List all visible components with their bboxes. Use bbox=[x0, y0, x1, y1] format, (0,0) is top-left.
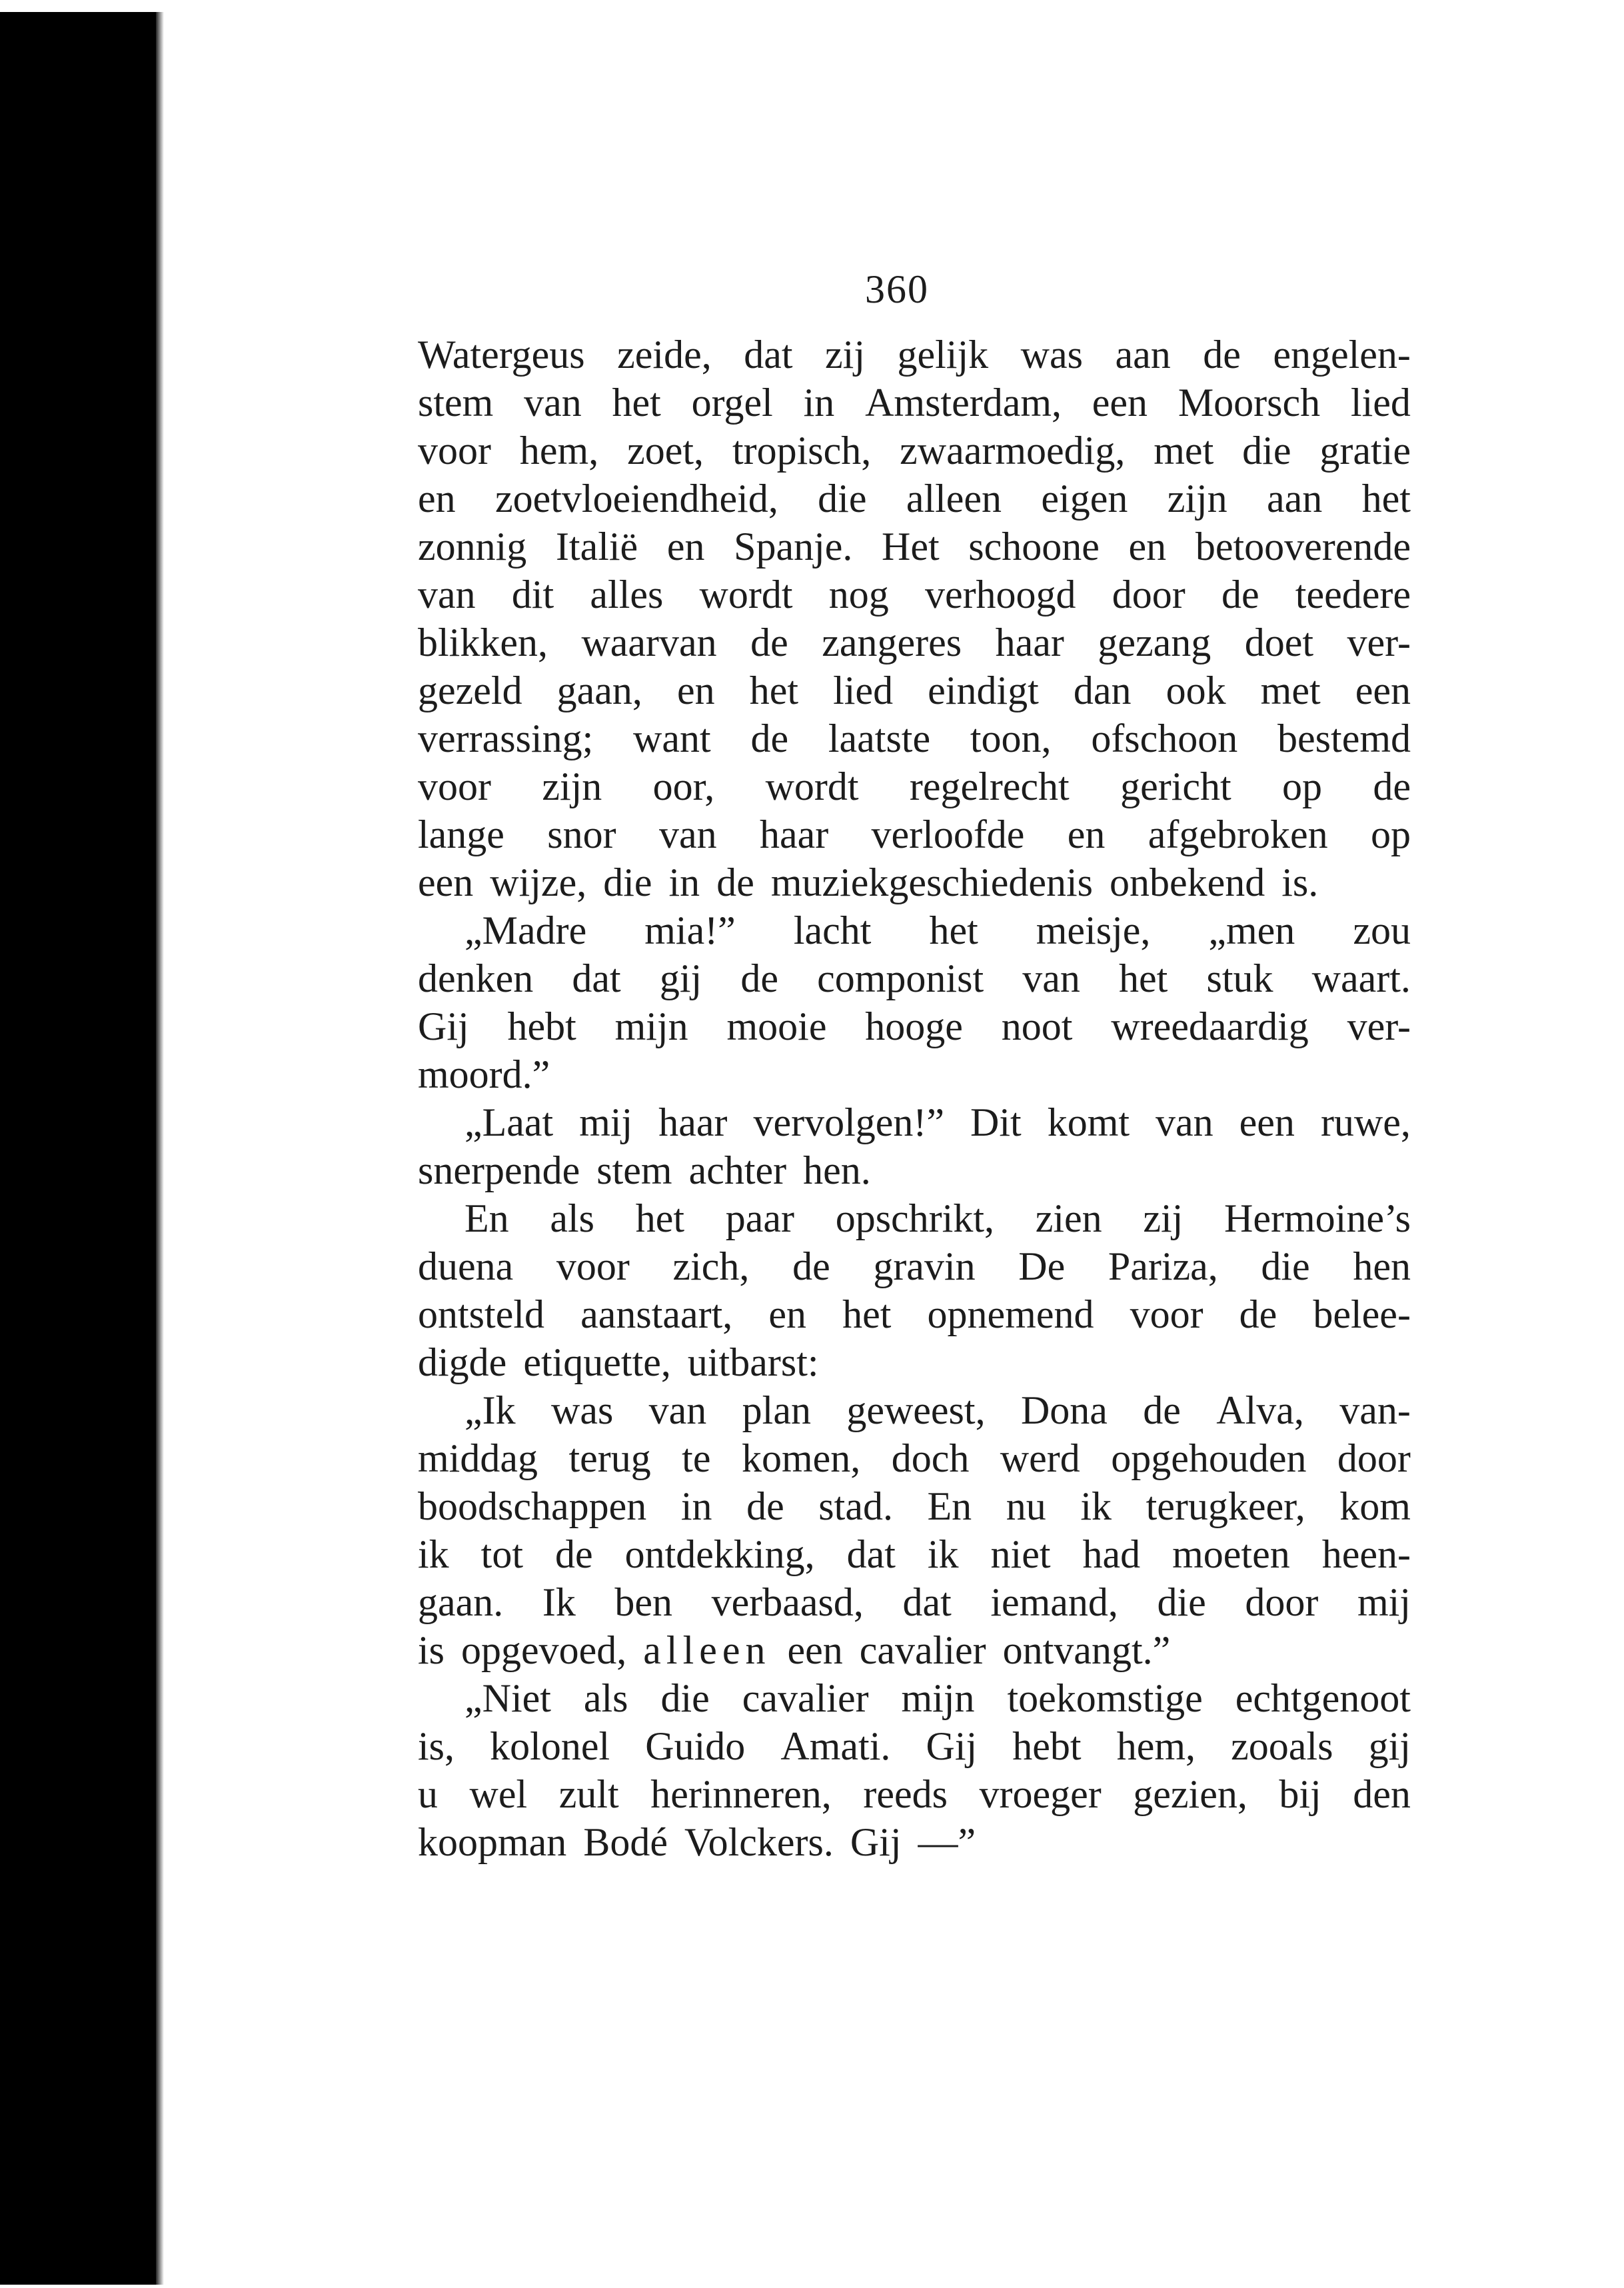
word: ver- bbox=[1347, 620, 1411, 664]
word: als bbox=[583, 1676, 628, 1720]
word: haar bbox=[658, 1100, 728, 1144]
word: doet bbox=[1244, 620, 1314, 664]
word: vroeger bbox=[979, 1772, 1102, 1816]
word: duena bbox=[418, 1244, 514, 1288]
word: hen. bbox=[803, 1148, 871, 1192]
word: met bbox=[1260, 668, 1321, 712]
word: gij bbox=[1368, 1724, 1411, 1768]
text-line bbox=[418, 571, 1411, 618]
word: de bbox=[746, 1484, 784, 1528]
word: moeten bbox=[1172, 1532, 1290, 1576]
word: meisje, bbox=[1036, 908, 1151, 952]
word: nog bbox=[828, 572, 889, 616]
word: tot bbox=[480, 1532, 523, 1576]
word: gelijk bbox=[897, 333, 989, 377]
word: zij bbox=[1143, 1196, 1184, 1240]
word: verhoogd bbox=[924, 572, 1076, 616]
word: haar bbox=[995, 620, 1064, 664]
word: hem, bbox=[519, 429, 599, 473]
word: van bbox=[658, 812, 717, 856]
word: van bbox=[648, 1388, 707, 1432]
word: ik bbox=[927, 1532, 959, 1576]
word: „Laat bbox=[464, 1100, 554, 1144]
word: toekomstige bbox=[1007, 1676, 1203, 1720]
word: komt bbox=[1047, 1100, 1130, 1144]
word: Het bbox=[882, 525, 940, 569]
word: de bbox=[716, 860, 754, 904]
word: opgevoed, bbox=[461, 1628, 627, 1672]
word: hooge bbox=[865, 1004, 963, 1048]
word: voor bbox=[418, 764, 491, 808]
word: een bbox=[418, 860, 474, 904]
word: regelrecht bbox=[909, 764, 1070, 808]
word: geweest, bbox=[846, 1388, 986, 1432]
word: orgel bbox=[691, 381, 773, 425]
word: in bbox=[680, 1484, 712, 1528]
text-line bbox=[418, 954, 1411, 1002]
word: van bbox=[524, 381, 582, 425]
word: het bbox=[612, 381, 661, 425]
word: ofschoon bbox=[1091, 716, 1238, 760]
scan-black-bar bbox=[0, 12, 156, 2285]
word: want bbox=[633, 716, 711, 760]
word: wordt bbox=[699, 572, 793, 616]
word: cavalier bbox=[859, 1628, 986, 1672]
word: terugkeer, bbox=[1146, 1484, 1305, 1528]
word: de bbox=[740, 956, 778, 1000]
word: het bbox=[635, 1196, 685, 1240]
word: etiquette, bbox=[523, 1340, 671, 1384]
word: Dit bbox=[970, 1100, 1022, 1144]
word: opnemend bbox=[927, 1292, 1094, 1336]
word: ver- bbox=[1347, 1004, 1411, 1048]
word: het bbox=[842, 1292, 892, 1336]
word: bij bbox=[1279, 1772, 1321, 1816]
word: zich, bbox=[672, 1244, 750, 1288]
word: van bbox=[1022, 956, 1080, 1000]
word: u bbox=[418, 1772, 438, 1816]
word: de bbox=[554, 1532, 593, 1576]
word: zooals bbox=[1231, 1724, 1333, 1768]
word: lied bbox=[833, 668, 894, 712]
word: en bbox=[418, 477, 456, 521]
word: Hermoine’s bbox=[1224, 1196, 1411, 1240]
word: waarvan bbox=[581, 620, 717, 664]
word: echtgenoot bbox=[1235, 1676, 1411, 1720]
word: voor bbox=[1130, 1292, 1204, 1336]
word: is, bbox=[418, 1724, 455, 1768]
word: niet bbox=[990, 1532, 1051, 1576]
word: door bbox=[1337, 1436, 1411, 1480]
word: ook bbox=[1166, 668, 1226, 712]
word: De bbox=[1018, 1244, 1066, 1288]
word: mij bbox=[1357, 1580, 1411, 1624]
word: dat bbox=[846, 1532, 896, 1576]
word: was bbox=[550, 1388, 614, 1432]
word: zwaarmoedig, bbox=[900, 429, 1126, 473]
text-line bbox=[418, 810, 1411, 858]
word: door bbox=[1112, 572, 1186, 616]
text-line bbox=[418, 858, 1411, 906]
word: mijn bbox=[614, 1004, 688, 1048]
word: zien bbox=[1035, 1196, 1102, 1240]
word: de bbox=[792, 1244, 830, 1288]
word: kom bbox=[1339, 1484, 1411, 1528]
word: nu bbox=[1006, 1484, 1046, 1528]
text-line bbox=[418, 1146, 1411, 1194]
word: verrassing; bbox=[418, 716, 594, 760]
word: reeds bbox=[863, 1772, 948, 1816]
word: en bbox=[768, 1292, 807, 1336]
word: Moorsch bbox=[1178, 381, 1321, 425]
word: digde bbox=[418, 1340, 507, 1384]
word: ontdekking, bbox=[624, 1532, 815, 1576]
word: alleen bbox=[643, 1628, 771, 1672]
word: komen, bbox=[741, 1436, 861, 1480]
word: in bbox=[668, 860, 700, 904]
word: gij bbox=[659, 956, 702, 1000]
word: Gij bbox=[850, 1820, 902, 1864]
word: zijn bbox=[542, 764, 602, 808]
word: de bbox=[1203, 333, 1241, 377]
word: gaan. bbox=[418, 1580, 504, 1624]
word: ik bbox=[1080, 1484, 1112, 1528]
word: en bbox=[676, 668, 715, 712]
text-line bbox=[418, 1242, 1411, 1290]
word: het bbox=[1119, 956, 1168, 1000]
word: is. bbox=[1281, 860, 1319, 904]
text-line bbox=[418, 1434, 1411, 1482]
word: snor bbox=[547, 812, 616, 856]
word: alles bbox=[590, 572, 664, 616]
word: afgebroken bbox=[1148, 812, 1328, 856]
text-line bbox=[418, 1290, 1411, 1338]
word: dat bbox=[572, 956, 621, 1000]
text-line bbox=[418, 1482, 1411, 1530]
word: laatste bbox=[828, 716, 931, 760]
word: ik bbox=[418, 1532, 449, 1576]
word: mijn bbox=[901, 1676, 975, 1720]
word: op bbox=[1282, 764, 1323, 808]
word: die bbox=[1242, 429, 1291, 473]
word: zou bbox=[1353, 908, 1411, 952]
word: mij bbox=[579, 1100, 633, 1144]
word: koopman bbox=[418, 1820, 567, 1864]
word: ontvangt.” bbox=[1002, 1628, 1171, 1672]
word: wel bbox=[469, 1772, 528, 1816]
word: Amati. bbox=[780, 1724, 891, 1768]
word: een bbox=[1239, 1100, 1295, 1144]
word: waart. bbox=[1311, 956, 1411, 1000]
word: tropisch, bbox=[732, 429, 872, 473]
word: achter bbox=[688, 1148, 787, 1192]
page-number: 360 bbox=[865, 267, 929, 311]
word: door bbox=[1245, 1580, 1319, 1624]
word: het bbox=[749, 668, 799, 712]
word: werd bbox=[1000, 1436, 1080, 1480]
word: alleen bbox=[906, 477, 1002, 521]
word: gezang bbox=[1098, 620, 1212, 664]
word: „Madre bbox=[464, 908, 587, 952]
word: Spanje. bbox=[734, 525, 853, 569]
word: opschrikt, bbox=[835, 1196, 994, 1240]
word: zangeres bbox=[822, 620, 962, 664]
word: Volckers. bbox=[684, 1820, 834, 1864]
word: betooverende bbox=[1195, 525, 1411, 569]
text-line bbox=[418, 1722, 1411, 1770]
word: Guido bbox=[645, 1724, 746, 1768]
scan-binding-edge bbox=[0, 0, 165, 2288]
word: zonnig bbox=[418, 525, 527, 569]
word: Ik bbox=[542, 1580, 576, 1624]
word: als bbox=[550, 1196, 595, 1240]
word: herinneren, bbox=[650, 1772, 832, 1816]
word: Bodé bbox=[583, 1820, 668, 1864]
word: heen- bbox=[1321, 1532, 1411, 1576]
word: gaan, bbox=[556, 668, 642, 712]
word: hebt bbox=[507, 1004, 576, 1048]
text-line bbox=[418, 475, 1411, 523]
word: „men bbox=[1208, 908, 1295, 952]
word: voor bbox=[418, 429, 491, 473]
word: mia!” bbox=[644, 908, 736, 952]
text-line bbox=[418, 762, 1411, 810]
text-line bbox=[418, 523, 1411, 571]
text-line bbox=[418, 1770, 1411, 1818]
word: onbekend bbox=[1110, 860, 1265, 904]
text-line bbox=[418, 331, 1411, 379]
word: Gij bbox=[418, 1004, 469, 1048]
word: wreedaardig bbox=[1111, 1004, 1309, 1048]
word: hem, bbox=[1116, 1724, 1196, 1768]
word: het bbox=[1361, 477, 1411, 521]
word: voor bbox=[556, 1244, 630, 1288]
word: eigen bbox=[1041, 477, 1128, 521]
text-line bbox=[418, 906, 1411, 954]
word: hen bbox=[1353, 1244, 1411, 1288]
word: een bbox=[1092, 381, 1148, 425]
word: wordt bbox=[765, 764, 859, 808]
word: den bbox=[1353, 1772, 1411, 1816]
word: stem bbox=[596, 1148, 672, 1192]
word: is bbox=[418, 1628, 445, 1672]
text-line bbox=[418, 714, 1411, 762]
word: doch bbox=[891, 1436, 970, 1480]
word: —” bbox=[918, 1820, 976, 1864]
text-line bbox=[418, 427, 1411, 475]
word: die bbox=[660, 1676, 710, 1720]
text-line bbox=[418, 1530, 1411, 1578]
word: te bbox=[682, 1436, 711, 1480]
word: Pariza, bbox=[1108, 1244, 1218, 1288]
word: lange bbox=[418, 812, 504, 856]
word: iemand, bbox=[990, 1580, 1118, 1624]
word: zult bbox=[558, 1772, 619, 1816]
word: stuk bbox=[1206, 956, 1273, 1000]
word: kolonel bbox=[490, 1724, 610, 1768]
word: toon, bbox=[970, 716, 1052, 760]
body-text bbox=[418, 331, 1411, 1866]
word: engelen- bbox=[1273, 333, 1411, 377]
word: teedere bbox=[1295, 572, 1411, 616]
text-line bbox=[418, 618, 1411, 666]
word: zoetvloeiendheid, bbox=[494, 477, 778, 521]
word: die bbox=[603, 860, 652, 904]
word: een bbox=[787, 1628, 843, 1672]
word: die bbox=[1157, 1580, 1206, 1624]
word: Watergeus bbox=[418, 333, 585, 377]
word: cavalier bbox=[742, 1676, 869, 1720]
word: ontsteld bbox=[418, 1292, 544, 1336]
text-line bbox=[418, 1002, 1411, 1050]
word: moord.” bbox=[418, 1052, 550, 1096]
text-line bbox=[418, 1626, 1411, 1674]
word: de bbox=[1221, 572, 1259, 616]
word: opgehouden bbox=[1111, 1436, 1307, 1480]
word: En bbox=[927, 1484, 972, 1528]
word: gravin bbox=[873, 1244, 976, 1288]
word: een bbox=[1355, 668, 1411, 712]
word: mooie bbox=[726, 1004, 827, 1048]
word: zoet, bbox=[627, 429, 704, 473]
text-line bbox=[418, 1674, 1411, 1722]
word: aan bbox=[1267, 477, 1323, 521]
word: plan bbox=[742, 1388, 811, 1432]
word: Gij bbox=[926, 1724, 978, 1768]
word: uitbarst: bbox=[687, 1340, 819, 1384]
word: componist bbox=[817, 956, 984, 1000]
word: noot bbox=[1001, 1004, 1073, 1048]
word: ben bbox=[614, 1580, 673, 1624]
word: lacht bbox=[793, 908, 872, 952]
word: denken bbox=[418, 956, 534, 1000]
word: dat bbox=[902, 1580, 952, 1624]
word: „Ik bbox=[464, 1388, 516, 1432]
word: stem bbox=[418, 381, 494, 425]
word: „Niet bbox=[464, 1676, 551, 1720]
word: de bbox=[1239, 1292, 1277, 1336]
text-line bbox=[418, 1338, 1411, 1386]
word: schoone bbox=[968, 525, 1100, 569]
word: de bbox=[750, 620, 788, 664]
word: paar bbox=[725, 1196, 794, 1240]
text-line bbox=[418, 1386, 1411, 1434]
word: dan bbox=[1073, 668, 1132, 712]
word: op bbox=[1370, 812, 1411, 856]
word: dit bbox=[511, 572, 554, 616]
word: gratie bbox=[1319, 429, 1411, 473]
word: belee- bbox=[1313, 1292, 1411, 1336]
word: middag bbox=[418, 1436, 538, 1480]
word: en bbox=[1067, 812, 1106, 856]
word: Italië bbox=[555, 525, 638, 569]
text-line bbox=[418, 1818, 1411, 1866]
word: van bbox=[1156, 1100, 1214, 1144]
word: hebt bbox=[1012, 1724, 1082, 1768]
word: verbaasd, bbox=[711, 1580, 864, 1624]
word: boodschappen bbox=[418, 1484, 647, 1528]
word: en bbox=[666, 525, 705, 569]
word: eindigt bbox=[928, 668, 1039, 712]
text-line bbox=[418, 666, 1411, 714]
word: die bbox=[1261, 1244, 1310, 1288]
word: muziekgeschiedenis bbox=[770, 860, 1093, 904]
word: snerpende bbox=[418, 1148, 580, 1192]
word: En bbox=[464, 1196, 509, 1240]
word: het bbox=[929, 908, 978, 952]
text-line bbox=[418, 1050, 1411, 1098]
word: aan bbox=[1115, 333, 1171, 377]
word: was bbox=[1020, 333, 1083, 377]
word: zij bbox=[825, 333, 865, 377]
word: zeide, bbox=[617, 333, 712, 377]
word: aanstaart, bbox=[580, 1292, 733, 1336]
text-line bbox=[418, 1578, 1411, 1626]
word: van bbox=[418, 572, 476, 616]
text-line bbox=[418, 379, 1411, 427]
word: blikken, bbox=[418, 620, 548, 664]
word: Amsterdam, bbox=[865, 381, 1062, 425]
word: zijn bbox=[1167, 477, 1227, 521]
word: de bbox=[1143, 1388, 1181, 1432]
text-line bbox=[418, 1098, 1411, 1146]
word: wijze, bbox=[490, 860, 587, 904]
word: ruwe, bbox=[1320, 1100, 1411, 1144]
word: in bbox=[803, 381, 835, 425]
text-line bbox=[418, 1194, 1411, 1242]
word: gezien, bbox=[1133, 1772, 1247, 1816]
word: oor, bbox=[652, 764, 715, 808]
word: van- bbox=[1339, 1388, 1411, 1432]
word: stad. bbox=[818, 1484, 893, 1528]
word: haar bbox=[759, 812, 829, 856]
word: de bbox=[1373, 764, 1411, 808]
word: vervolgen!” bbox=[753, 1100, 945, 1144]
word: Alva, bbox=[1216, 1388, 1304, 1432]
word: dat bbox=[744, 333, 793, 377]
word: die bbox=[818, 477, 867, 521]
word: had bbox=[1082, 1532, 1141, 1576]
word: en bbox=[1128, 525, 1167, 569]
word: verloofde bbox=[871, 812, 1025, 856]
word: lied bbox=[1350, 381, 1411, 425]
word: terug bbox=[568, 1436, 651, 1480]
word: gezeld bbox=[418, 668, 522, 712]
word: met bbox=[1154, 429, 1214, 473]
word: de bbox=[750, 716, 789, 760]
word: Dona bbox=[1020, 1388, 1108, 1432]
word: gericht bbox=[1120, 764, 1231, 808]
word: bestemd bbox=[1277, 716, 1411, 760]
